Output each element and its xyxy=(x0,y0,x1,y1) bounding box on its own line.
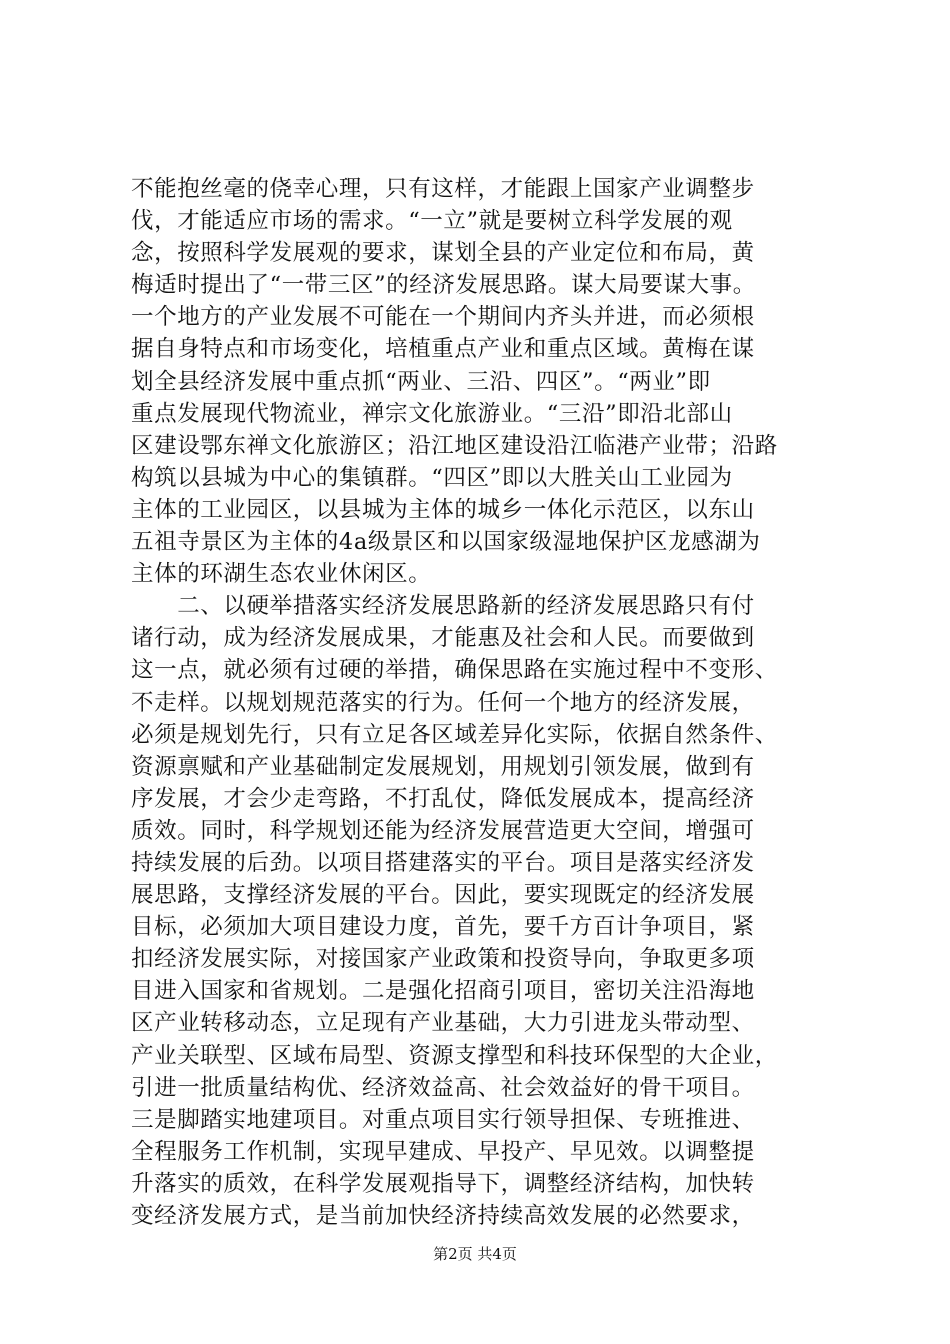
text-line: 资源禀赋和产业基础制定发展规划，用规划引领发展，做到有 xyxy=(131,753,755,780)
text-line: 划全县经济发展中重点抓“两业、三沿、四区”。“两业”即 xyxy=(131,368,711,395)
text-line: 主体的工业园区，以县城为主体的城乡一体化示范区，以东山 xyxy=(131,496,755,523)
text-line: 重点发展现代物流业，禅宗文化旅游业。“三沿”即沿北部山 xyxy=(131,400,733,427)
text-line: 升落实的质效，在科学发展观指导下，调整经济结构，加快转 xyxy=(131,1170,755,1197)
text-line: 念，按照科学发展观的要求，谋划全县的产业定位和布局，黄 xyxy=(131,240,755,267)
page-number: 第2页 共4页 xyxy=(433,1245,517,1263)
text-line: 必须是规划先行，只有立足各区域差异化实际，依据自然条件、 xyxy=(131,721,778,748)
text-line: 诸行动，成为经济发展成果，才能惠及社会和人民。而要做到 xyxy=(131,625,755,652)
body-text xyxy=(131,173,831,1232)
text-line: 主体的环湖生态农业休闲区。 xyxy=(131,561,432,588)
text-line: 五祖寺景区为主体的4a级景区和以国家级湿地保护区龙感湖为 xyxy=(131,529,761,556)
text-line: 三是脚踏实地建项目。对重点项目实行领导担保、专班推进、 xyxy=(131,1106,755,1133)
text-line: 不能抱丝毫的侥幸心理，只有这样，才能跟上国家产业调整步 xyxy=(131,176,755,202)
text-line: 梅适时提出了“一带三区”的经济发展思路。谋大局要谋大事。 xyxy=(131,272,756,299)
text-line: 展思路，支撑经济发展的平台。因此，要实现既定的经济发展 xyxy=(131,882,755,909)
page-footer xyxy=(0,1243,950,1264)
text-line: 目标，必须加大项目建设力度，首先，要千方百计争项目，紧 xyxy=(131,914,755,941)
text-line: 这一点，就必须有过硬的举措，确保思路在实施过程中不变形、 xyxy=(131,657,778,684)
text-line: 据自身特点和市场变化，培植重点产业和重点区域。黄梅在谋 xyxy=(131,336,755,363)
text-line: 伐，才能适应市场的需求。“一立”就是要树立科学发展的观 xyxy=(131,208,733,235)
text-line: 持续发展的后劲。以项目搭建落实的平台。项目是落实经济发 xyxy=(131,849,755,876)
text-line: 构筑以县城为中心的集镇群。“四区”即以大胜关山工业园为 xyxy=(131,464,733,491)
text-line: 一个地方的产业发展不可能在一个期间内齐头并进，而必须根 xyxy=(131,304,755,331)
text-line: 质效。同时，科学规划还能为经济发展营造更大空间，增强可 xyxy=(131,817,755,844)
text-line: 扣经济发展实际，对接国家产业政策和投资导向，争取更多项 xyxy=(131,946,755,973)
text-line: 变经济发展方式，是当前加快经济持续高效发展的必然要求， xyxy=(131,1203,755,1229)
text-line: 目进入国家和省规划。二是强化招商引项目，密切关注沿海地 xyxy=(131,978,755,1005)
text-line: 二、以硬举措落实经济发展思路新的经济发展思路只有付 xyxy=(131,593,755,620)
text-line: 产业关联型、区域布局型、资源支撑型和科技环保型的大企业， xyxy=(131,1042,778,1069)
text-line: 引进一批质量结构优、经济效益高、社会效益好的骨干项目。 xyxy=(131,1074,755,1101)
text-line: 全程服务工作机制，实现早建成、早投产、早见效。以调整提 xyxy=(131,1138,755,1165)
text-line: 区产业转移动态，立足现有产业基础，大力引进龙头带动型、 xyxy=(131,1010,755,1037)
text-line: 区建设鄂东禅文化旅游区；沿江地区建设沿江临港产业带；沿路 xyxy=(131,432,778,459)
text-line: 序发展，才会少走弯路，不打乱仗，降低发展成本，提高经济 xyxy=(131,785,755,812)
text-line: 不走样。以规划规范落实的行为。任何一个地方的经济发展， xyxy=(131,689,755,716)
